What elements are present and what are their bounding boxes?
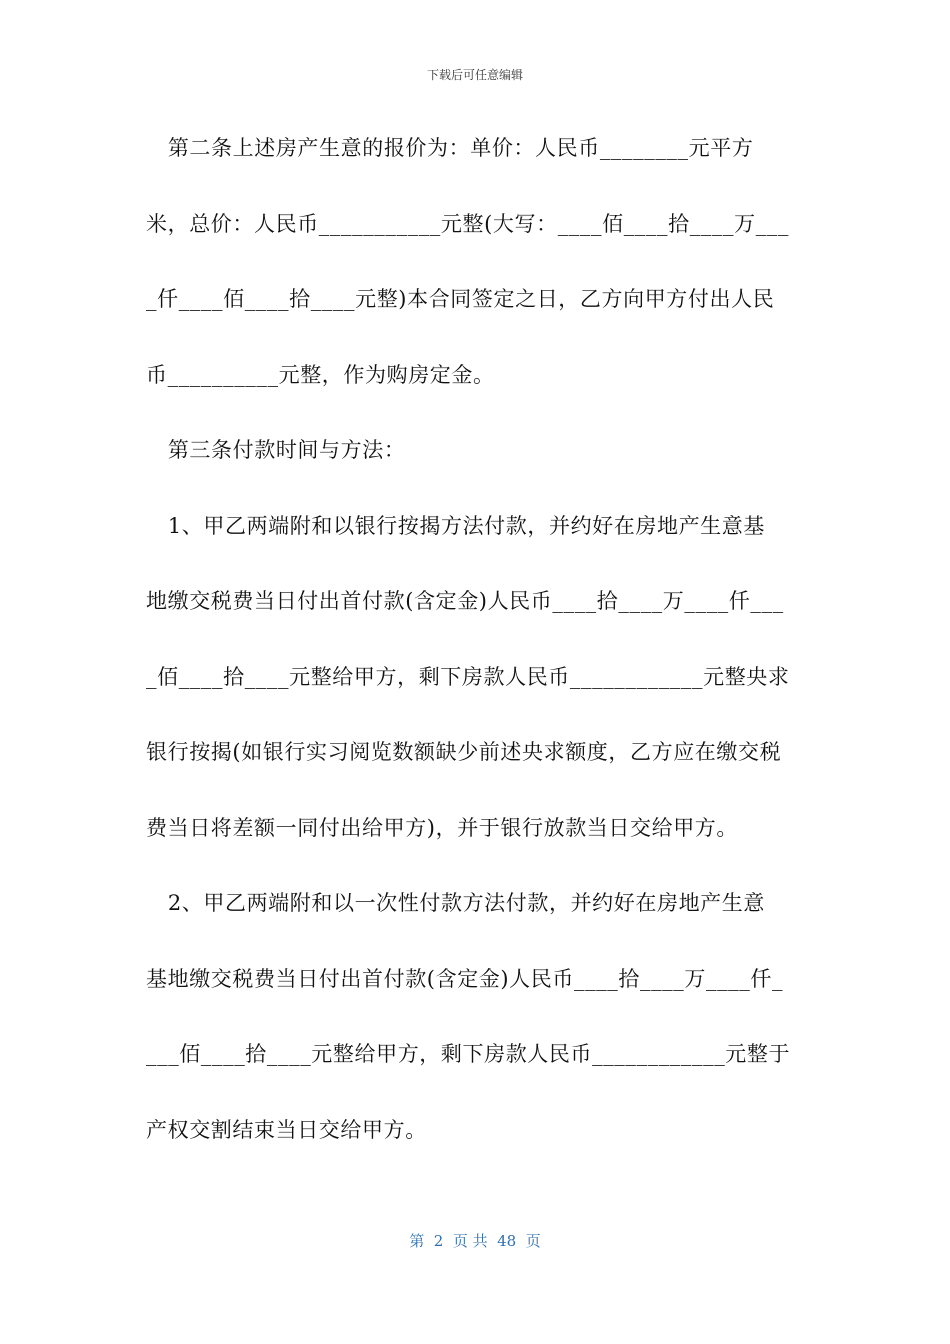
paragraph-line: _仟____佰____拾____元整)本合同签定之日，乙方向甲方付出人民 bbox=[146, 287, 775, 311]
paragraph-line: 2、甲乙两端附和以一次性付款方法付款，并约好在房地产生意 bbox=[146, 891, 765, 915]
paragraph-line: 米，总价：人民币___________元整(大写：____佰____拾____万___ bbox=[146, 211, 789, 236]
paragraph-line: 第三条付款时间与方法： bbox=[146, 438, 406, 462]
paragraph-line: 币__________元整，作为购房定金。 bbox=[146, 362, 495, 387]
paragraph-line: 第二条上述房产生意的报价为：单价：人民币________元平方 bbox=[146, 136, 754, 160]
paragraph-line: _佰____拾____元整给甲方，剩下房款人民币____________元整央求 bbox=[146, 664, 790, 689]
paragraph-line: ___佰____拾____元整给甲方，剩下房款人民币____________元整于 bbox=[146, 1042, 791, 1066]
paragraph-line: 费当日将差额一同付出给甲方)，并于银行放款当日交给甲方。 bbox=[146, 815, 738, 840]
paragraph-line: 基地缴交税费当日付出首付款(含定金)人民币____拾____万____仟_ bbox=[146, 966, 784, 991]
paragraph-line: 地缴交税费当日付出首付款(含定金)人民币____拾____万____仟___ bbox=[146, 589, 784, 613]
page-header: 下载后可任意编辑 bbox=[426, 68, 523, 82]
document-body bbox=[146, 124, 806, 1181]
paragraph-line: 1、甲乙两端附和以银行按揭方法付款，并约好在房地产生意基 bbox=[146, 513, 765, 538]
page-footer: 第 2 页 共 48 页 bbox=[409, 1232, 541, 1250]
paragraph-line: 银行按揭(如银行实习阅览数额缺少前述央求额度，乙方应在缴交税 bbox=[146, 740, 782, 764]
paragraph-line: 产权交割结束当日交给甲方。 bbox=[146, 1117, 427, 1142]
